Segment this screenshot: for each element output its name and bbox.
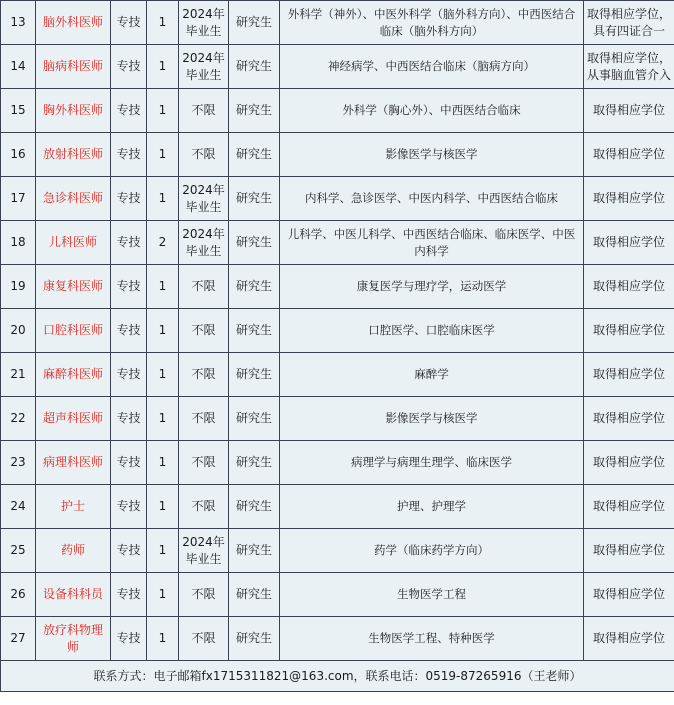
row-number: 19 <box>1 265 36 309</box>
graduate-status: 毕业生 <box>185 199 222 214</box>
degree-requirement: 取得相应学位 <box>584 89 674 133</box>
hire-count: 1 <box>147 133 179 177</box>
post-type: 专技 <box>111 45 147 89</box>
post-name: 口腔科医师 <box>36 309 111 353</box>
graduate-status: 不限 <box>191 411 216 425</box>
post-type: 专技 <box>111 177 147 221</box>
degree-requirement: 取得相应学位 <box>584 573 674 617</box>
graduate-year: 2024年 <box>182 6 225 21</box>
table-row <box>1 265 674 309</box>
row-number: 21 <box>1 353 36 397</box>
graduate-status: 不限 <box>191 499 216 513</box>
major-requirement: 外科学（胸心外）、中西医结合临床 <box>280 89 584 133</box>
hire-count: 1 <box>147 265 179 309</box>
hire-count: 1 <box>147 45 179 89</box>
graduate-requirement <box>179 573 229 617</box>
graduate-requirement <box>179 89 229 133</box>
education-level: 研究生 <box>229 133 280 177</box>
education-level: 研究生 <box>229 45 280 89</box>
major-requirement: 儿科学、中医儿科学、中西医结合临床、临床医学、中医内科学 <box>280 221 584 265</box>
post-name: 放疗科物理师 <box>36 617 111 661</box>
education-level: 研究生 <box>229 353 280 397</box>
graduate-status: 不限 <box>191 323 216 337</box>
graduate-status: 毕业生 <box>185 67 222 82</box>
hire-count: 1 <box>147 353 179 397</box>
table-row <box>1 441 674 485</box>
graduate-status: 不限 <box>191 631 216 645</box>
post-name: 放射科医师 <box>36 133 111 177</box>
row-number: 26 <box>1 573 36 617</box>
post-name: 护士 <box>36 485 111 529</box>
graduate-requirement <box>179 441 229 485</box>
row-number: 25 <box>1 529 36 573</box>
row-number: 22 <box>1 397 36 441</box>
row-number: 17 <box>1 177 36 221</box>
post-name: 麻醉科医师 <box>36 353 111 397</box>
major-requirement: 药学（临床药学方向） <box>280 529 584 573</box>
graduate-requirement <box>179 485 229 529</box>
post-type: 专技 <box>111 573 147 617</box>
graduate-status: 不限 <box>191 587 216 601</box>
hire-count: 1 <box>147 177 179 221</box>
graduate-year: 2024年 <box>182 534 225 549</box>
post-type: 专技 <box>111 309 147 353</box>
major-requirement: 病理学与病理生理学、临床医学 <box>280 441 584 485</box>
table-row <box>1 177 674 221</box>
degree-requirement: 取得相应学位 <box>584 309 674 353</box>
row-number: 18 <box>1 221 36 265</box>
hire-count: 1 <box>147 397 179 441</box>
post-type: 专技 <box>111 1 147 45</box>
post-name: 设备科科员 <box>36 573 111 617</box>
education-level: 研究生 <box>229 177 280 221</box>
graduate-status: 不限 <box>191 147 216 161</box>
degree-requirement: 取得相应学位 <box>584 617 674 661</box>
post-type: 专技 <box>111 529 147 573</box>
education-level: 研究生 <box>229 309 280 353</box>
major-requirement: 麻醉学 <box>280 353 584 397</box>
graduate-status: 毕业生 <box>185 551 222 566</box>
table-body <box>1 1 674 661</box>
hire-count: 1 <box>147 485 179 529</box>
degree-requirement: 取得相应学位，具有四证合一 <box>584 1 674 45</box>
hire-count: 1 <box>147 573 179 617</box>
graduate-status: 毕业生 <box>185 243 222 258</box>
graduate-requirement <box>179 45 229 89</box>
hire-count: 1 <box>147 309 179 353</box>
education-level: 研究生 <box>229 265 280 309</box>
table-row <box>1 529 674 573</box>
graduate-requirement <box>179 133 229 177</box>
graduate-requirement <box>179 221 229 265</box>
education-level: 研究生 <box>229 485 280 529</box>
major-requirement: 康复医学与理疗学，运动医学 <box>280 265 584 309</box>
graduate-requirement <box>179 617 229 661</box>
post-type: 专技 <box>111 441 147 485</box>
post-name: 儿科医师 <box>36 221 111 265</box>
degree-requirement: 取得相应学位 <box>584 177 674 221</box>
hire-count: 2 <box>147 221 179 265</box>
graduate-status: 不限 <box>191 367 216 381</box>
table-row <box>1 89 674 133</box>
row-number: 14 <box>1 45 36 89</box>
table-row <box>1 45 674 89</box>
table-row <box>1 353 674 397</box>
table-row <box>1 485 674 529</box>
degree-requirement: 取得相应学位 <box>584 133 674 177</box>
graduate-requirement <box>179 177 229 221</box>
graduate-status: 不限 <box>191 279 216 293</box>
degree-requirement: 取得相应学位 <box>584 441 674 485</box>
education-level: 研究生 <box>229 529 280 573</box>
major-requirement: 口腔医学、口腔临床医学 <box>280 309 584 353</box>
contact-info: 联系方式：电子邮箱fx1715311821@163.com，联系电话：0519-87265916（王老师） <box>1 661 674 692</box>
graduate-requirement <box>179 309 229 353</box>
major-requirement: 内科学、急诊医学、中医内科学、中西医结合临床 <box>280 177 584 221</box>
post-type: 专技 <box>111 397 147 441</box>
education-level: 研究生 <box>229 221 280 265</box>
education-level: 研究生 <box>229 397 280 441</box>
hire-count: 1 <box>147 617 179 661</box>
graduate-year: 2024年 <box>182 226 225 241</box>
post-type: 专技 <box>111 485 147 529</box>
education-level: 研究生 <box>229 617 280 661</box>
degree-requirement: 取得相应学位，从事脑血管介入 <box>584 45 674 89</box>
hire-count: 1 <box>147 1 179 45</box>
post-name: 超声科医师 <box>36 397 111 441</box>
post-name: 康复科医师 <box>36 265 111 309</box>
table-row <box>1 1 674 45</box>
hire-count: 1 <box>147 529 179 573</box>
table-row <box>1 617 674 661</box>
table-row <box>1 221 674 265</box>
graduate-year: 2024年 <box>182 50 225 65</box>
row-number: 24 <box>1 485 36 529</box>
graduate-requirement <box>179 397 229 441</box>
education-level: 研究生 <box>229 441 280 485</box>
row-number: 13 <box>1 1 36 45</box>
degree-requirement: 取得相应学位 <box>584 265 674 309</box>
major-requirement: 影像医学与核医学 <box>280 397 584 441</box>
post-type: 专技 <box>111 133 147 177</box>
table-row <box>1 133 674 177</box>
contact-row <box>1 661 674 692</box>
graduate-requirement <box>179 265 229 309</box>
degree-requirement: 取得相应学位 <box>584 529 674 573</box>
row-number: 16 <box>1 133 36 177</box>
table-row <box>1 309 674 353</box>
post-type: 专技 <box>111 265 147 309</box>
hire-count: 1 <box>147 89 179 133</box>
degree-requirement: 取得相应学位 <box>584 397 674 441</box>
post-type: 专技 <box>111 617 147 661</box>
table-row <box>1 397 674 441</box>
education-level: 研究生 <box>229 1 280 45</box>
education-level: 研究生 <box>229 573 280 617</box>
graduate-requirement <box>179 1 229 45</box>
post-type: 专技 <box>111 89 147 133</box>
post-name: 药师 <box>36 529 111 573</box>
major-requirement: 影像医学与核医学 <box>280 133 584 177</box>
post-name: 脑病科医师 <box>36 45 111 89</box>
graduate-status: 不限 <box>191 103 216 117</box>
post-type: 专技 <box>111 353 147 397</box>
major-requirement: 护理、护理学 <box>280 485 584 529</box>
post-name: 急诊科医师 <box>36 177 111 221</box>
row-number: 20 <box>1 309 36 353</box>
major-requirement: 神经病学、中西医结合临床（脑病方向） <box>280 45 584 89</box>
hire-count: 1 <box>147 441 179 485</box>
graduate-status: 不限 <box>191 455 216 469</box>
graduate-year: 2024年 <box>182 182 225 197</box>
post-type: 专技 <box>111 221 147 265</box>
major-requirement: 生物医学工程 <box>280 573 584 617</box>
row-number: 15 <box>1 89 36 133</box>
post-name: 病理科医师 <box>36 441 111 485</box>
graduate-requirement <box>179 529 229 573</box>
graduate-status: 毕业生 <box>185 23 222 38</box>
graduate-requirement <box>179 353 229 397</box>
major-requirement: 外科学（神外）、中医外科学（脑外科方向）、中西医结合临床（脑外科方向） <box>280 1 584 45</box>
row-number: 27 <box>1 617 36 661</box>
degree-requirement: 取得相应学位 <box>584 221 674 265</box>
degree-requirement: 取得相应学位 <box>584 485 674 529</box>
degree-requirement: 取得相应学位 <box>584 353 674 397</box>
table-row <box>1 573 674 617</box>
row-number: 23 <box>1 441 36 485</box>
education-level: 研究生 <box>229 89 280 133</box>
post-name: 脑外科医师 <box>36 1 111 45</box>
post-name: 胸外科医师 <box>36 89 111 133</box>
major-requirement: 生物医学工程、特种医学 <box>280 617 584 661</box>
